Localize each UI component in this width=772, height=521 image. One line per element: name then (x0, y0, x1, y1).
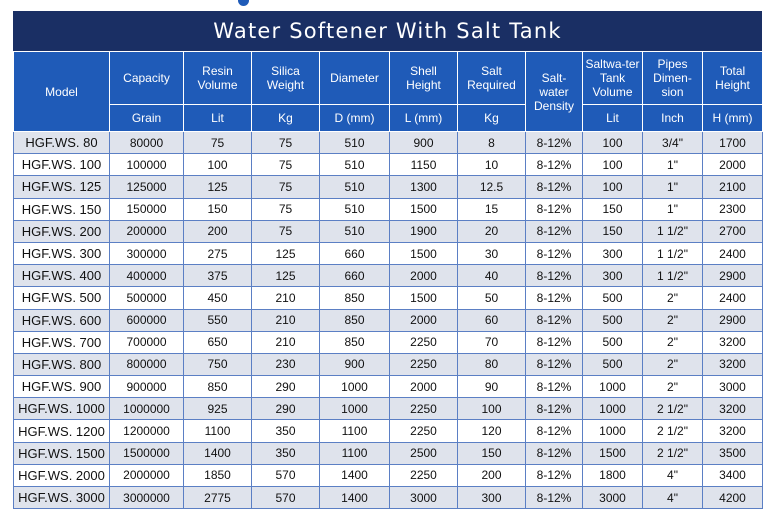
cell-pipes: 1" (643, 198, 703, 220)
cell-tank: 300 (583, 242, 643, 264)
header-saltwater-tank-volume: Saltwa-ter Tank Volume (583, 52, 643, 105)
unit-saltwater-tank-volume: Lit (583, 105, 643, 132)
cell-tank: 500 (583, 287, 643, 309)
cell-height: 2400 (703, 287, 763, 309)
cell-silica: 75 (252, 220, 320, 242)
cell-tank: 500 (583, 353, 643, 375)
cell-model: HGF.WS. 100 (14, 154, 110, 176)
cell-capacity: 600000 (110, 309, 184, 331)
cell-silica: 230 (252, 353, 320, 375)
header-pipes-dimension: Pipes Dimen-sion (643, 52, 703, 105)
cell-silica: 75 (252, 154, 320, 176)
cell-diameter: 1400 (320, 487, 390, 509)
cell-salt: 8 (458, 132, 526, 154)
cell-silica: 210 (252, 287, 320, 309)
cell-pipes: 2" (643, 309, 703, 331)
cell-resin: 275 (184, 242, 252, 264)
cell-density: 8-12% (526, 176, 583, 198)
cell-diameter: 660 (320, 242, 390, 264)
cell-pipes: 2 1/2" (643, 398, 703, 420)
cell-tank: 3000 (583, 487, 643, 509)
cell-model: HGF.WS. 200 (14, 220, 110, 242)
cell-salt: 50 (458, 287, 526, 309)
cell-height: 3200 (703, 420, 763, 442)
cell-salt: 12.5 (458, 176, 526, 198)
table-row (14, 287, 763, 309)
cell-model: HGF.WS. 500 (14, 287, 110, 309)
cell-tank: 500 (583, 331, 643, 353)
cell-model: HGF.WS. 150 (14, 198, 110, 220)
cell-tank: 1000 (583, 398, 643, 420)
cell-silica: 210 (252, 309, 320, 331)
cell-resin: 850 (184, 376, 252, 398)
cell-shell: 2250 (390, 420, 458, 442)
cell-silica: 75 (252, 198, 320, 220)
table-row (14, 176, 763, 198)
cell-height: 2300 (703, 198, 763, 220)
cell-height: 4200 (703, 487, 763, 509)
cell-density: 8-12% (526, 198, 583, 220)
cell-capacity: 150000 (110, 198, 184, 220)
cell-density: 8-12% (526, 309, 583, 331)
cell-capacity: 900000 (110, 376, 184, 398)
cell-density: 8-12% (526, 132, 583, 154)
table-row (14, 242, 763, 264)
header-row (14, 52, 763, 105)
cell-height: 2900 (703, 265, 763, 287)
cell-density: 8-12% (526, 442, 583, 464)
cell-shell: 2000 (390, 265, 458, 287)
cell-density: 8-12% (526, 420, 583, 442)
cell-density: 8-12% (526, 464, 583, 486)
table-title: Water Softener With Salt Tank (13, 11, 762, 51)
cell-height: 1700 (703, 132, 763, 154)
cell-diameter: 1100 (320, 420, 390, 442)
cell-silica: 350 (252, 442, 320, 464)
cell-diameter: 510 (320, 198, 390, 220)
cell-pipes: 2 1/2" (643, 420, 703, 442)
table-row (14, 331, 763, 353)
cell-pipes: 2" (643, 376, 703, 398)
cell-pipes: 4" (643, 464, 703, 486)
table-row (14, 220, 763, 242)
cell-density: 8-12% (526, 331, 583, 353)
cell-tank: 500 (583, 309, 643, 331)
cell-shell: 1150 (390, 154, 458, 176)
cell-silica: 290 (252, 398, 320, 420)
cell-shell: 2000 (390, 376, 458, 398)
cell-silica: 210 (252, 331, 320, 353)
cell-capacity: 800000 (110, 353, 184, 375)
cell-pipes: 2" (643, 353, 703, 375)
cell-resin: 750 (184, 353, 252, 375)
cell-pipes: 3/4" (643, 132, 703, 154)
cell-model: HGF.WS. 600 (14, 309, 110, 331)
cell-model: HGF.WS. 700 (14, 331, 110, 353)
header-saltwater-density: Salt-water Density (526, 52, 583, 132)
cell-model: HGF.WS. 1200 (14, 420, 110, 442)
cell-capacity: 125000 (110, 176, 184, 198)
cell-diameter: 850 (320, 309, 390, 331)
cell-silica: 125 (252, 265, 320, 287)
cell-capacity: 1000000 (110, 398, 184, 420)
cell-shell: 1500 (390, 242, 458, 264)
cell-diameter: 850 (320, 331, 390, 353)
unit-shell-height: L (mm) (390, 105, 458, 132)
table-row (14, 464, 763, 486)
cell-height: 3200 (703, 398, 763, 420)
cell-capacity: 500000 (110, 287, 184, 309)
cell-salt: 100 (458, 398, 526, 420)
cell-diameter: 1000 (320, 398, 390, 420)
cell-density: 8-12% (526, 154, 583, 176)
cell-shell: 1500 (390, 198, 458, 220)
cell-tank: 300 (583, 265, 643, 287)
cell-tank: 100 (583, 176, 643, 198)
unit-total-height: H (mm) (703, 105, 763, 132)
table-row (14, 376, 763, 398)
cell-tank: 1500 (583, 442, 643, 464)
unit-silica-weight: Kg (252, 105, 320, 132)
decorative-dot (238, 0, 249, 6)
cell-tank: 1800 (583, 464, 643, 486)
cell-pipes: 1" (643, 154, 703, 176)
cell-resin: 100 (184, 154, 252, 176)
cell-salt: 40 (458, 265, 526, 287)
cell-diameter: 510 (320, 154, 390, 176)
table-row (14, 154, 763, 176)
cell-model: HGF.WS. 1000 (14, 398, 110, 420)
cell-salt: 20 (458, 220, 526, 242)
table-row (14, 487, 763, 509)
cell-tank: 100 (583, 132, 643, 154)
cell-capacity: 1200000 (110, 420, 184, 442)
cell-capacity: 100000 (110, 154, 184, 176)
table-row (14, 265, 763, 287)
cell-resin: 1850 (184, 464, 252, 486)
cell-pipes: 2" (643, 287, 703, 309)
cell-resin: 450 (184, 287, 252, 309)
cell-model: HGF.WS. 300 (14, 242, 110, 264)
cell-model: HGF.WS. 80 (14, 132, 110, 154)
cell-silica: 350 (252, 420, 320, 442)
cell-resin: 2775 (184, 487, 252, 509)
cell-capacity: 200000 (110, 220, 184, 242)
cell-density: 8-12% (526, 353, 583, 375)
cell-height: 2000 (703, 154, 763, 176)
cell-density: 8-12% (526, 376, 583, 398)
header-salt-required: Salt Required (458, 52, 526, 105)
cell-pipes: 1 1/2" (643, 220, 703, 242)
cell-shell: 2250 (390, 464, 458, 486)
cell-density: 8-12% (526, 242, 583, 264)
cell-salt: 200 (458, 464, 526, 486)
table-row (14, 309, 763, 331)
header-resin-volume: Resin Volume (184, 52, 252, 105)
table-body (14, 132, 763, 509)
cell-pipes: 1 1/2" (643, 265, 703, 287)
cell-resin: 550 (184, 309, 252, 331)
cell-height: 3400 (703, 464, 763, 486)
cell-resin: 925 (184, 398, 252, 420)
cell-pipes: 1" (643, 176, 703, 198)
cell-height: 2700 (703, 220, 763, 242)
table-row (14, 198, 763, 220)
cell-resin: 1400 (184, 442, 252, 464)
cell-resin: 650 (184, 331, 252, 353)
table-row (14, 420, 763, 442)
cell-silica: 570 (252, 464, 320, 486)
cell-density: 8-12% (526, 398, 583, 420)
table-row (14, 398, 763, 420)
cell-resin: 125 (184, 176, 252, 198)
cell-tank: 100 (583, 154, 643, 176)
cell-height: 3000 (703, 376, 763, 398)
cell-diameter: 510 (320, 220, 390, 242)
cell-shell: 2500 (390, 442, 458, 464)
cell-model: HGF.WS. 3000 (14, 487, 110, 509)
unit-capacity: Grain (110, 105, 184, 132)
spec-table (13, 51, 763, 509)
cell-diameter: 1100 (320, 442, 390, 464)
cell-model: HGF.WS. 800 (14, 353, 110, 375)
cell-resin: 75 (184, 132, 252, 154)
cell-density: 8-12% (526, 287, 583, 309)
header-diameter: Diameter (320, 52, 390, 105)
cell-silica: 570 (252, 487, 320, 509)
header-model: Model (14, 52, 110, 132)
cell-height: 2400 (703, 242, 763, 264)
cell-salt: 70 (458, 331, 526, 353)
unit-pipes-dimension: Inch (643, 105, 703, 132)
cell-capacity: 1500000 (110, 442, 184, 464)
unit-salt-required: Kg (458, 105, 526, 132)
cell-capacity: 3000000 (110, 487, 184, 509)
table-row (14, 353, 763, 375)
cell-density: 8-12% (526, 220, 583, 242)
cell-silica: 290 (252, 376, 320, 398)
cell-capacity: 300000 (110, 242, 184, 264)
cell-shell: 2250 (390, 331, 458, 353)
header-shell-height: Shell Height (390, 52, 458, 105)
cell-silica: 75 (252, 176, 320, 198)
cell-silica: 75 (252, 132, 320, 154)
cell-model: HGF.WS. 1500 (14, 442, 110, 464)
cell-salt: 30 (458, 242, 526, 264)
cell-model: HGF.WS. 400 (14, 265, 110, 287)
cell-silica: 125 (252, 242, 320, 264)
cell-salt: 60 (458, 309, 526, 331)
cell-capacity: 80000 (110, 132, 184, 154)
cell-capacity: 400000 (110, 265, 184, 287)
cell-shell: 900 (390, 132, 458, 154)
table-row (14, 132, 763, 154)
cell-model: HGF.WS. 125 (14, 176, 110, 198)
cell-resin: 1100 (184, 420, 252, 442)
cell-diameter: 1400 (320, 464, 390, 486)
cell-resin: 375 (184, 265, 252, 287)
cell-density: 8-12% (526, 487, 583, 509)
cell-pipes: 2 1/2" (643, 442, 703, 464)
cell-shell: 1900 (390, 220, 458, 242)
cell-salt: 300 (458, 487, 526, 509)
cell-salt: 120 (458, 420, 526, 442)
cell-tank: 1000 (583, 376, 643, 398)
cell-capacity: 2000000 (110, 464, 184, 486)
cell-resin: 150 (184, 198, 252, 220)
header-total-height: Total Height (703, 52, 763, 105)
cell-height: 3200 (703, 331, 763, 353)
cell-diameter: 660 (320, 265, 390, 287)
unit-row (14, 105, 763, 132)
cell-pipes: 4" (643, 487, 703, 509)
cell-salt: 15 (458, 198, 526, 220)
header-silica-weight: Silica Weight (252, 52, 320, 105)
unit-resin-volume: Lit (184, 105, 252, 132)
cell-diameter: 850 (320, 287, 390, 309)
cell-shell: 2250 (390, 353, 458, 375)
cell-tank: 150 (583, 220, 643, 242)
cell-shell: 1300 (390, 176, 458, 198)
table-row (14, 442, 763, 464)
cell-model: HGF.WS. 900 (14, 376, 110, 398)
unit-diameter: D (mm) (320, 105, 390, 132)
cell-shell: 1500 (390, 287, 458, 309)
cell-salt: 150 (458, 442, 526, 464)
cell-shell: 3000 (390, 487, 458, 509)
header-capacity: Capacity (110, 52, 184, 105)
cell-height: 2100 (703, 176, 763, 198)
cell-height: 3500 (703, 442, 763, 464)
cell-salt: 90 (458, 376, 526, 398)
cell-model: HGF.WS. 2000 (14, 464, 110, 486)
cell-diameter: 510 (320, 132, 390, 154)
cell-height: 2900 (703, 309, 763, 331)
cell-tank: 150 (583, 198, 643, 220)
cell-resin: 200 (184, 220, 252, 242)
cell-pipes: 1 1/2" (643, 242, 703, 264)
cell-shell: 2000 (390, 309, 458, 331)
cell-shell: 2250 (390, 398, 458, 420)
cell-diameter: 1000 (320, 376, 390, 398)
cell-capacity: 700000 (110, 331, 184, 353)
cell-density: 8-12% (526, 265, 583, 287)
cell-salt: 10 (458, 154, 526, 176)
cell-tank: 1000 (583, 420, 643, 442)
cell-pipes: 2" (643, 331, 703, 353)
cell-diameter: 900 (320, 353, 390, 375)
cell-height: 3200 (703, 353, 763, 375)
cell-salt: 80 (458, 353, 526, 375)
cell-diameter: 510 (320, 176, 390, 198)
